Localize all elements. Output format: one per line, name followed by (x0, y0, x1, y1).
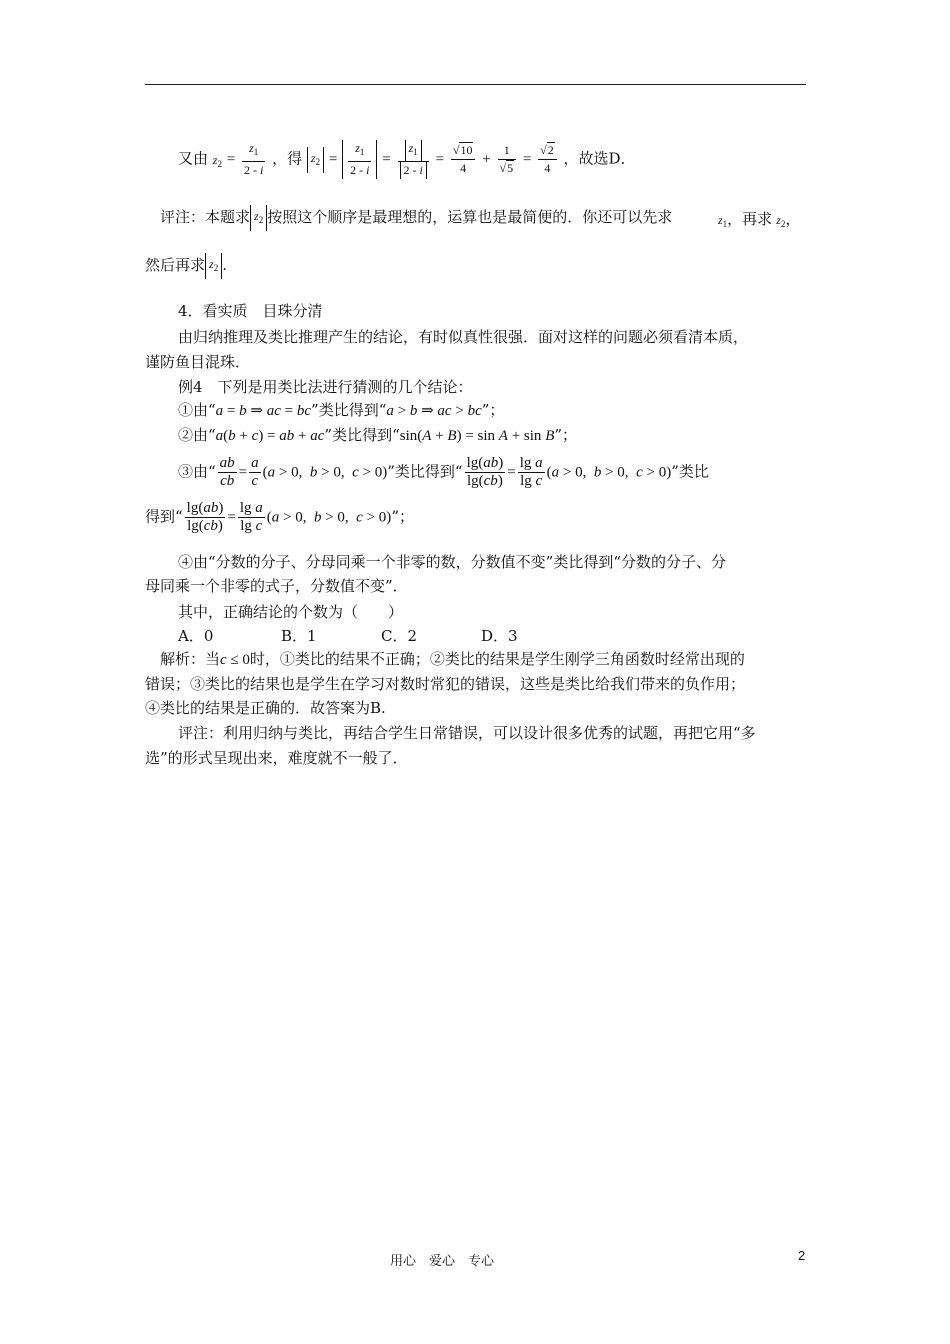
comment-1-line2: 然后再求 $z_2$ . (145, 253, 227, 279)
paragraph-1-cont: 谨防鱼目混珠． (145, 353, 251, 371)
comment-2-cont: 选”的形式呈现出来，难度就不一般了． (145, 749, 408, 767)
item-3-cont: 得到“ $\frac{\lg(ab)}{\lg(cb)}$ = $\frac{\text{lg a}}{\text{lg c}}$ (a > 0, b > 0, c > 0)”； (145, 500, 414, 534)
item-4: ④由“分数的分子、分母同乘一个非零的数，分数值不变”类比得到“分数的分子、分 (178, 553, 727, 571)
page-number: 2 (798, 1248, 806, 1263)
item-3: ③由“ $\frac{ab}{cb}$ = $\frac{a}{c}$ (a > 0, b > 0, c > 0)”类比得到“ $\frac{\lg(ab)}{\lg(cb)}$ = $\frac{\text{lg a}}{\text{lg c}}$ (a > 0, b > 0, c > 0)”类比 (178, 455, 709, 489)
page-footer: 用心 爱心 专心 (390, 1254, 495, 1269)
option-a: A．0 (178, 627, 214, 645)
comment-1-tail: $z_1$，再求 $z_2$， (718, 210, 801, 229)
math-z2: $z_2$ (212, 152, 222, 169)
item-2: ②由“a(b + c) = ab + ac”类比得到“sin(A + B) = sin A + sin B”； (178, 426, 578, 444)
analysis-cont-2: ④类比的结果是正确的．故答案为B. (145, 699, 386, 717)
comment-1: 评注：本题求 $z_2$ 按照这个顺序是最理想的，运算也是最简便的．你还可以先求 (160, 205, 672, 231)
analysis: 解析：当c ≤ 0时，①类比的结果不正确；②类比的结果是学生刚学三角函数时经常出现的 (160, 650, 745, 668)
section-heading: 4．看实质 目珠分清 (178, 302, 323, 320)
paragraph-1: 由归纳推理及类比推理产生的结论，有时似真性很强．面对这样的问题必须看清本质， (178, 328, 749, 346)
formula-line-z2: 又由 $z_2$ = $\frac{z_1}{2 - i}$ ，得 $z_2$ = $\frac{z_1}{2 - i}$ = $\frac{z_1}{2 - i}$ = $\frac{√10}{4}$ + $\frac{1}{√5}$ = $\frac{√2}{4}$ ，故选D． (178, 141, 636, 177)
analysis-cont-1: 错误；③类比的结果也是学生在学习对数时常犯的错误，这些是类比给我们带来的负作用； (145, 675, 746, 693)
frac-z1-over-2-i: $\frac{z_1}{2 - i}$ (244, 141, 264, 177)
option-d: D．3 (481, 627, 518, 645)
option-b: B．1 (281, 627, 317, 645)
header-rule (145, 84, 806, 85)
comment-2: 评注：利用归纳与类比，再结合学生日常错误，可以设计很多优秀的试题，再把它用“多 (178, 724, 756, 742)
option-c: C．2 (381, 627, 418, 645)
item-1: ①由“a = b ⇒ ac = bc”类比得到“a > b ⇒ ac > bc”； (178, 401, 505, 419)
example-4: 例4 下列是用类比法进行猜测的几个结论： (178, 378, 473, 396)
item-4-cont: 母同乘一个非零的式子，分数值不变”． (145, 577, 408, 595)
question-text: 其中，正确结论的个数为（ ） (178, 603, 404, 621)
